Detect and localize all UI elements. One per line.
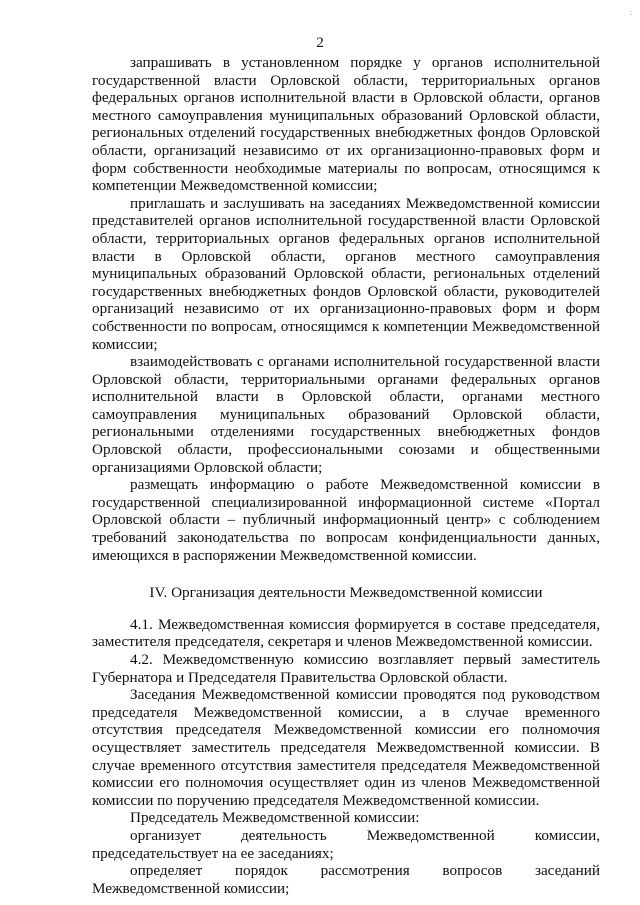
document-body — [92, 54, 600, 897]
paragraph-4-2: 4.2. Межведомственную комиссию возглавляет первый заместитель Губернатора и Председателя Правительства Орловской области. — [92, 651, 600, 686]
paragraph-determines: определяет порядок рассмотрения вопросов заседаний Межведомственной комиссии; — [92, 862, 600, 897]
paragraph-meetings: Заседания Межведомственной комиссии проводятся под руководством председателя Межведомственной комиссии, а в случае временного отсутствия председателя Межведомственной комиссии его полномочия осуществляет заместитель председателя Межведомственной комиссии. В случае временного отсутствия заместителя председателя Межведомственной комиссии его полномочия осуществляет один из членов Межведомственной комиссии по поручению председателя Межведомственной комиссии. — [92, 686, 600, 809]
section-heading: IV. Организация деятельности Межведомственной комиссии — [149, 584, 543, 602]
paragraph-4-1: 4.1. Межведомственная комиссия формируется в составе председателя, заместителя председателя, секретаря и членов Межведомственной комиссии. — [92, 615, 600, 651]
paragraph-organizes: организует деятельность Межведомственной комиссии, председательствует на ее заседаниях; — [92, 826, 600, 862]
paragraph-request-materials: запрашивать в установленном порядке у органов исполнительной государственной власти Орловской области, территориальных органов федеральных органов исполнительной власти в Орловской области, органов местного самоуправления муниципальных образований Орловской области, региональных отделений государственных внебюджетных фондов Орловской области, организаций независимо от их организационно-правовых форм и форм собственности необходимые материалы по вопросам, относящимся к компетенции Межведомственной комиссии; — [92, 54, 600, 195]
page-number: 2 — [316, 34, 324, 51]
paragraph-invite-representatives: приглашать и заслушивать на заседаниях Межведомственной комиссии представителей органов исполнительной государственной власти Орловской области, территориальных органов федеральных органов исполнительной власти в Орловской области, органов местного самоуправления муниципальных образований Орловской области, региональных отделений государственных внебюджетных фондов Орловской области, руководителей организаций независимо от их организационно-правовых форм и форм собственности по вопросам, относящимся к компетенции Межведомственной комиссии; — [92, 194, 600, 353]
corner-mark: : — [629, 8, 632, 17]
paragraph-chairman: Председатель Межведомственной комиссии: — [130, 809, 420, 827]
paragraph-publish-information: размещать информацию о работе Межведомственной комиссии в государственной специализированной информационной системе «Портал Орловской области – публичный информационный центр» с соблюдением требований законодательства по вопросам конфиденциальности данных, имеющихся в распоряжении Межведомственной комиссии. — [92, 476, 600, 564]
paragraph-interact-authorities: взаимодействовать с органами исполнительной государственной власти Орловской области, территориальными органами федеральных органов исполнительной власти в Орловской области, органами местного самоуправления муниципальных образований Орловской области, региональными отделениями государственных внебюджетных фондов Орловской области, профессиональными союзами и общественными организациями Орловской области; — [92, 353, 600, 476]
